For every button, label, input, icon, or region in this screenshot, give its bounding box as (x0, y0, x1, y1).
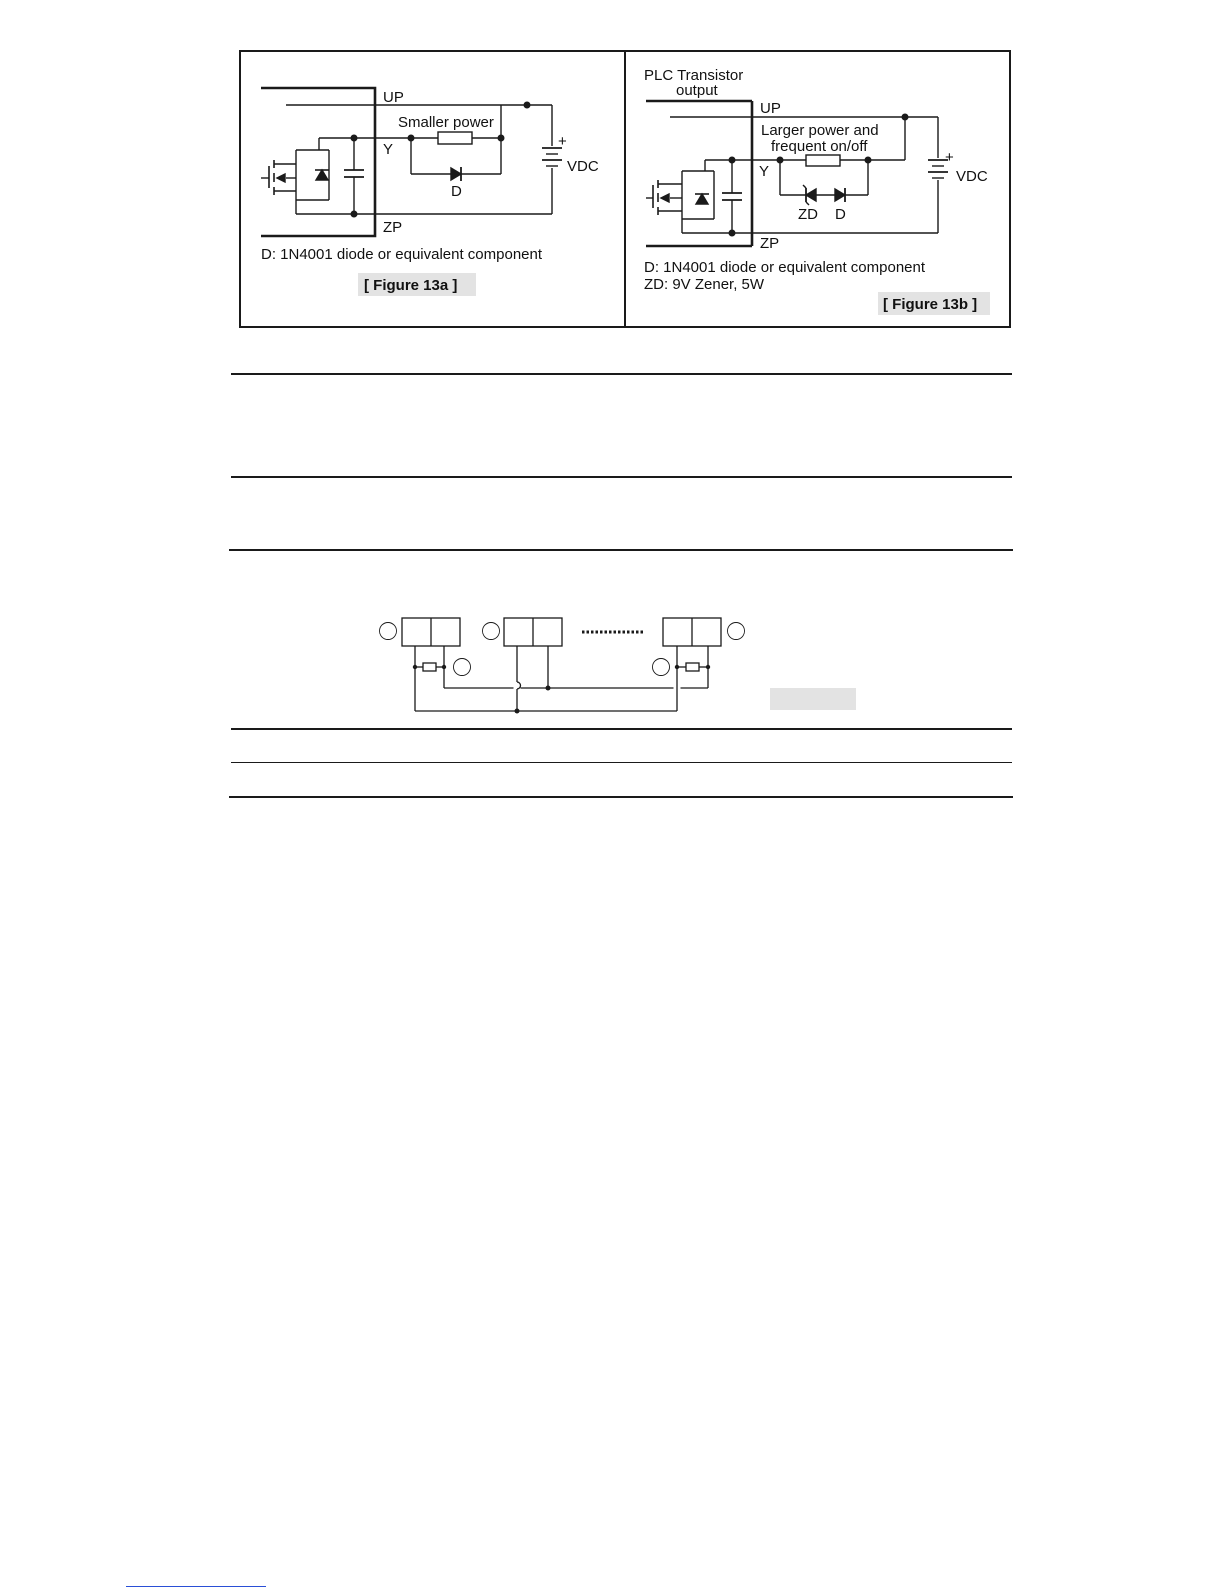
label-zp-13a: ZP (383, 219, 403, 236)
marker-circle (483, 623, 500, 640)
marker-circle (728, 623, 745, 640)
label-up-13b: UP (760, 100, 781, 117)
label-plus-13b: + (945, 149, 954, 166)
figure-13a (261, 88, 562, 236)
figure-13a-labels (261, 89, 599, 296)
label-smaller-power: Smaller power (398, 114, 494, 131)
marker-circle (454, 659, 471, 676)
terminal-wiring-diagram (370, 610, 750, 718)
label-zp-13b: ZP (760, 235, 780, 252)
figure-13a-caption: [ Figure 13a ] (364, 277, 458, 294)
table-rule-6 (229, 796, 1013, 798)
figure-13a-note: D: 1N4001 diode or equivalent component (261, 246, 543, 263)
label-up-13a: UP (383, 89, 404, 106)
label-y-13a: Y (383, 141, 394, 158)
body-diode-13a (316, 170, 328, 180)
body-diode-13b (696, 194, 708, 204)
zener-diode-13b (806, 189, 816, 201)
figure-13b-caption: [ Figure 13b ] (883, 296, 978, 313)
label-larger-line2: frequent on/off (771, 138, 868, 155)
diode-13b (835, 189, 845, 201)
marker-circle (653, 659, 670, 676)
figure-13b-title-line2: output (676, 82, 718, 99)
figure-13b-title-line1: PLC Transistor (644, 67, 744, 84)
marker-circle (380, 623, 397, 640)
resistor-13a (438, 132, 472, 144)
table-rule-5 (231, 762, 1012, 763)
label-larger-line1: Larger power and (761, 122, 879, 139)
resistor-13b (806, 155, 840, 166)
figure-13-frame (239, 50, 1011, 328)
label-vdc-13b: VDC (956, 168, 988, 185)
table-rule-3 (229, 549, 1013, 551)
label-zd-13b: ZD (798, 206, 818, 223)
label-vdc-13a: VDC (567, 158, 599, 175)
table-rule-4 (231, 728, 1012, 730)
label-y-13b: Y (759, 163, 770, 180)
gray-label-box (770, 688, 856, 710)
diode-13a (451, 168, 461, 180)
label-d-13b: D (835, 206, 846, 223)
table-rule-2 (231, 476, 1012, 478)
label-d-13a: D (451, 183, 462, 200)
figure-13b-note-line1: D: 1N4001 diode or equivalent component (644, 259, 926, 276)
figure-13b-note-line2: ZD: 9V Zener, 5W (644, 276, 765, 293)
label-plus-13a: + (558, 133, 567, 150)
table-rule-1 (231, 373, 1012, 375)
